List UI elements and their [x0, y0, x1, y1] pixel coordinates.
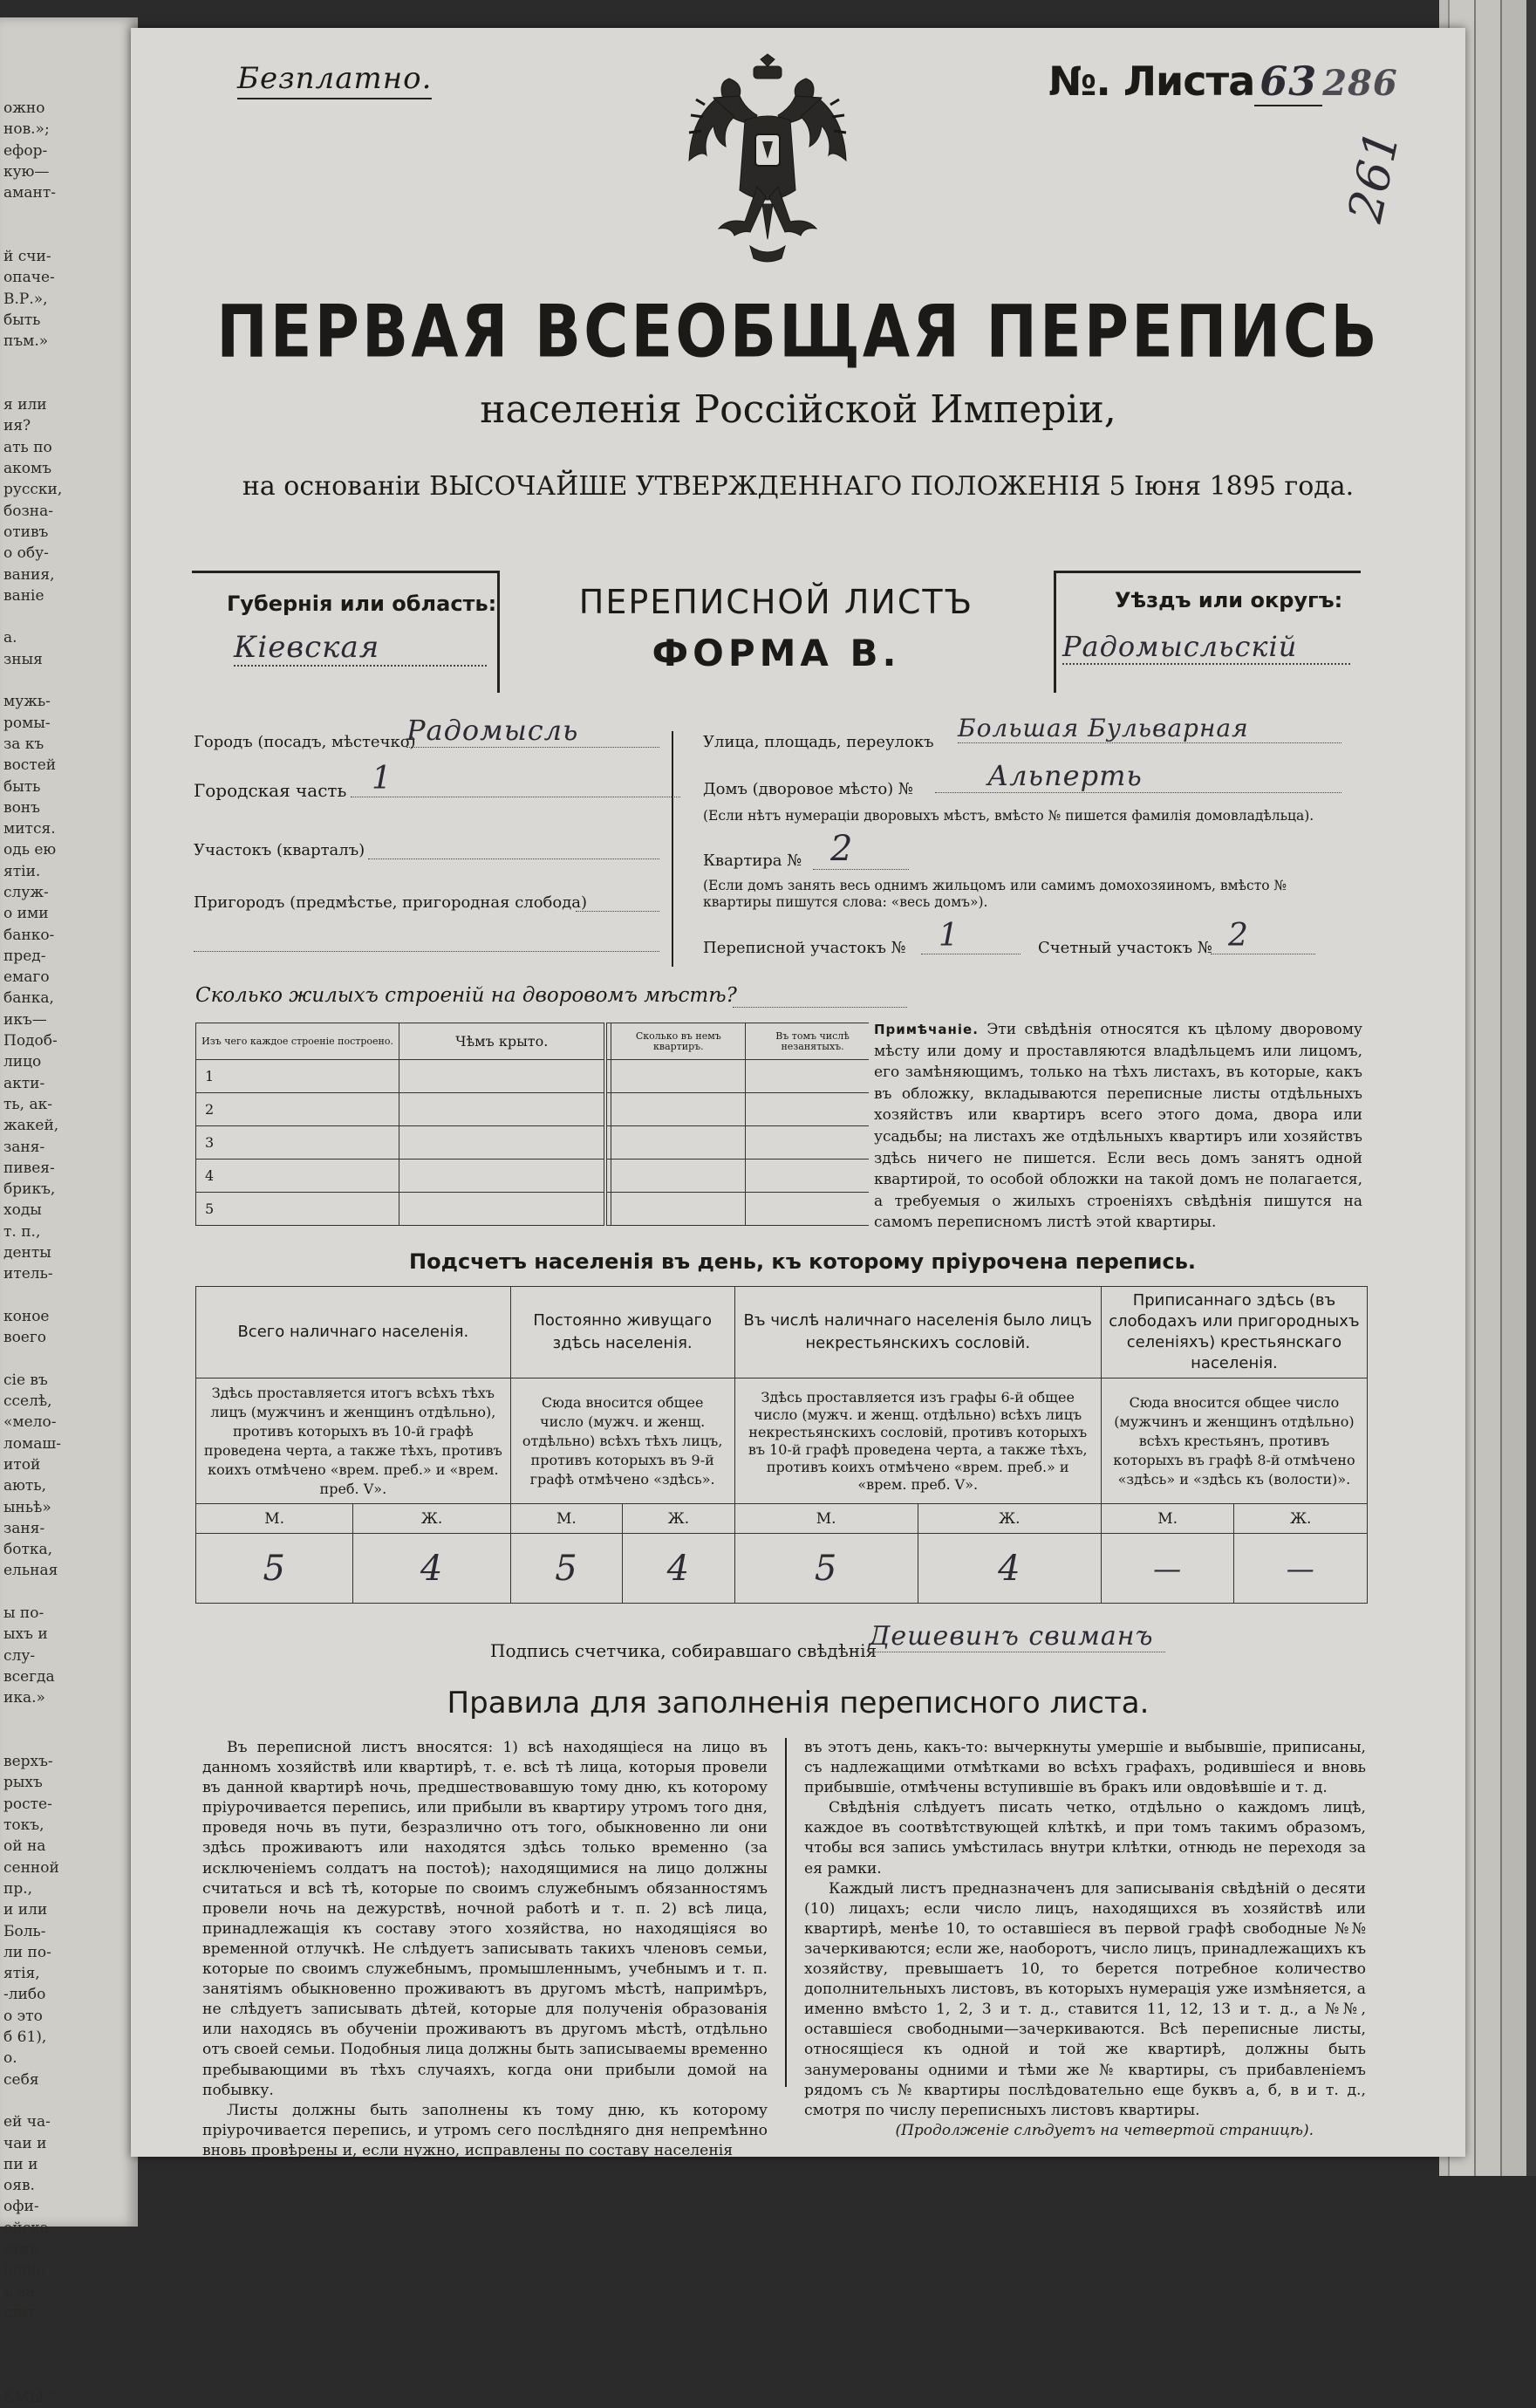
left-page-line: ломаш- — [3, 1434, 61, 1453]
left-page-line: заня- — [3, 1519, 45, 1537]
left-page-line: ожно — [3, 99, 45, 117]
nonpeasant-female-count: 4 — [918, 1534, 1101, 1604]
population-table — [195, 1286, 1368, 1604]
left-page-line: воего — [3, 1329, 47, 1347]
left-page-line: служ- — [3, 883, 49, 901]
census-district-label: Переписной участокъ № — [703, 939, 906, 957]
city-part-label: Городская часть — [194, 780, 347, 801]
total-male-count: 5 — [196, 1534, 353, 1604]
left-page-line: сселѣ, — [3, 1392, 52, 1411]
left-page-line: верхъ- — [3, 1753, 53, 1771]
female-header: Ж. — [1234, 1504, 1368, 1534]
street-label: Улица, площадь, переулокъ — [703, 733, 934, 751]
left-page-line: акти- — [3, 1074, 45, 1092]
legal-basis: на основаніи ВЫСОЧАЙШЕ УТВЕРЖДЕННАГО ПОЛОЖЕНІЯ 5 Іюня 1895 года. — [242, 471, 1355, 502]
free-of-charge-label: Безплатно. — [237, 61, 432, 99]
form-name: ФОРМА В. — [652, 632, 901, 674]
pop-desc-peasant: Сюда вносится общее число (мужчинъ и женщинъ отдѣльно) всѣхъ крестьянъ, противъ которыхъ въ графѣ 8-й отмѣчено «здѣсь» и «здѣсь къ (волости)». — [1101, 1378, 1367, 1504]
left-page-line: сенной — [3, 1858, 59, 1877]
left-page-line: ы по- — [3, 1604, 44, 1623]
count-district-label: Счетный участокъ № — [1038, 939, 1212, 957]
flat-label: Квартира № — [703, 852, 802, 870]
left-page-line: акомъ — [3, 460, 52, 478]
pop-col-total: Всего наличнаго населенія. — [196, 1287, 511, 1378]
divider — [1054, 571, 1361, 573]
left-page-line: мужь- — [3, 693, 51, 711]
street-value: Большая Бульварная — [958, 714, 1341, 743]
left-page-line: -либо — [3, 1986, 46, 2004]
left-page-line: денты — [3, 1244, 51, 1262]
left-page-line: «мело- — [3, 1413, 57, 1432]
suburb-label: Пригородъ (предмѣстье, пригородная слобода) — [194, 893, 588, 912]
left-page-line: одь ею — [3, 841, 57, 859]
gubernia-label: Губернія или область: — [227, 592, 497, 616]
left-page-line: амант- — [3, 184, 56, 202]
left-page-line: ыньѣ» — [3, 1498, 51, 1516]
left-page-line: лицо — [3, 1053, 42, 1071]
peasant-male-count: — — [1101, 1534, 1234, 1604]
left-page-line: кую— — [3, 162, 50, 181]
permanent-female-count: 4 — [623, 1534, 734, 1604]
buildings-row — [196, 1160, 980, 1193]
left-page-line: итель- — [3, 1265, 53, 1283]
left-page-line: коное — [3, 1307, 50, 1325]
left-page-line: о. — [3, 2049, 17, 2068]
buildings-col-roof: Чѣмъ крыто. — [399, 1023, 606, 1060]
pop-desc-nonpeasant: Здѣсь проставляется изъ графы 6-й общее число (мужч. и женщ. отдѣльно) всѣхъ лицъ некрестьянскихъ сословій, противъ которыхъ въ 10-й графѣ проведена черта, а также тѣхъ, противъ коихъ отмѣчено «врем. преб.» и «врем. преб. V». — [734, 1378, 1101, 1504]
left-page-line — [3, 2344, 138, 2365]
pop-col-nonpeasant: Въ числѣ наличнаго населенія было лицъ некрестьянскихъ сословій. — [734, 1287, 1101, 1378]
female-header: Ж. — [623, 1504, 734, 1534]
left-page-line: ей ча- — [3, 2113, 51, 2131]
buildings-answer-field — [733, 995, 907, 1008]
left-page-line: пр., — [3, 1879, 33, 1898]
corner-archive-number: 261 — [1337, 125, 1410, 227]
left-page-line — [3, 225, 138, 246]
buildings-col-material: Изъ чего каждое строеніе построено. — [196, 1023, 399, 1060]
left-page-line: быть — [3, 311, 41, 329]
count-district-value: 2 — [1211, 918, 1315, 954]
house-value: Альперть — [935, 759, 1341, 793]
left-page-line — [3, 1582, 138, 1603]
note-paragraph — [869, 1017, 1368, 1235]
left-page-line: востей — [3, 756, 57, 775]
left-page-line: офи- — [3, 2198, 39, 2216]
rules-paragraph: въ этотъ день, какъ-то: вычеркнуты умершіе и выбывшіе, приписаны, съ надлежащими отмѣтками во всѣхъ графахъ, родившіеся и вновь прибывшіе, отмѣчены вступившіе въ бракъ или овдовѣвшіе и т. д. — [804, 1739, 1366, 1797]
left-page-line: пъм.» — [3, 332, 49, 351]
left-page-line — [3, 1709, 138, 1730]
left-page-line: т. п., — [3, 1222, 41, 1241]
left-page-line: банка, — [3, 989, 54, 1008]
house-note: (Если нѣтъ нумераціи дворовыхъ мѣстъ, вмѣсто № пишется фамилія домовладѣльца). — [703, 808, 1314, 824]
divider — [192, 571, 497, 573]
left-page-line: мится. — [3, 820, 56, 838]
left-page-line: ия? — [3, 417, 31, 435]
row-number: 1 — [196, 1060, 399, 1093]
left-page-line: рыхъ — [3, 1774, 43, 1792]
left-page-line: итой — [3, 1456, 41, 1474]
rules-title: Правила для заполненія переписного листа. — [447, 1686, 1150, 1720]
female-header: Ж. — [353, 1504, 510, 1534]
left-page-line: ходы — [3, 1201, 42, 1220]
left-page-line: й счи- — [3, 248, 51, 266]
left-page-line — [3, 1285, 138, 1306]
left-page-line — [3, 352, 138, 373]
left-page-line — [3, 373, 138, 394]
male-header: М. — [510, 1504, 622, 1534]
left-page-line: и или — [3, 1901, 48, 1919]
flat-note: (Если домъ занять весь однимъ жильцомъ или самимъ домохозяиномъ, вмѣсто № квартиры пишутся слова: «весь домъ»). — [703, 878, 1287, 910]
suburb-field — [576, 895, 659, 912]
row-number: 4 — [196, 1160, 399, 1193]
pop-col-permanent: Постоянно живущаго здѣсь населенія. — [510, 1287, 734, 1378]
census-district-value: 1 — [921, 918, 1021, 954]
left-page-line: заня- — [3, 1138, 45, 1156]
left-page-line: ъ за- — [3, 2282, 40, 2301]
row-number: 3 — [196, 1126, 399, 1160]
pop-desc-permanent: Сюда вносится общее число (мужч. и женщ. отдѣльно) всѣхъ тѣхъ лицъ, противъ которыхъ въ 9-й графѣ отмѣчено «здѣсь». — [510, 1378, 734, 1504]
left-page-line: банко- — [3, 926, 55, 944]
left-page-line — [3, 2090, 138, 2111]
buildings-table — [195, 1023, 980, 1226]
left-page-line: б 61), — [3, 2028, 47, 2047]
male-header: М. — [196, 1504, 353, 1534]
left-page-line: шит. — [3, 2303, 40, 2322]
left-page-line: жакей, — [3, 1117, 59, 1135]
left-page-line: вания, — [3, 565, 55, 584]
left-page-line: отивъ — [3, 523, 49, 541]
left-page-line: слу- — [3, 1646, 36, 1665]
left-page-line: емаго — [3, 968, 50, 987]
left-page-line: ботка, — [3, 1541, 53, 1559]
female-header: Ж. — [918, 1504, 1101, 1534]
left-page-line: о обу- — [3, 544, 49, 563]
left-page-line: ефор- — [3, 141, 48, 160]
left-page-line: Подоб- — [3, 1032, 58, 1050]
note-text: Эти свѣдѣнія относятся къ цѣлому дворовому мѣсту или дому и проставляются владѣльцемъ или лицомъ, его замѣняющимъ, только на тѣхъ листахъ, въ которые, какъ въ обложку, вкладываются переписные листы отдѣльныхъ хозяйствъ или квартиръ всего этого дома, двора или усадьбы; на листахъ же отдѣльныхъ квартиръ или хозяйствъ здѣсь ничего не пишется. Если весь домъ занятъ одной квартирой, то особой обложки на такой домъ не полагается, а требуемыя о жилыхъ строеніяхъ свѣдѣнія пишутся на самомъ переписномъ листѣ этой квартиры. — [874, 1021, 1362, 1232]
left-page-line: опаче- — [3, 269, 55, 287]
pop-col-peasant: Приписаннаго здѣсь (въ слободахъ или пригородныхъ селеніяхъ) крестьянскаго населенія. — [1101, 1287, 1367, 1378]
population-title: Подсчетъ населенія въ день, къ которому пріурочена перепись. — [409, 1249, 1196, 1274]
buildings-question: Сколько жилыхъ строеній на дворовомъ мѣстѣ? — [195, 984, 737, 1007]
form-title: ПЕРЕПИСНОЙ ЛИСТЪ — [578, 583, 974, 621]
rules-right-column — [804, 1738, 1366, 2141]
rules-paragraph: Листы должны быть заполнены къ тому дню, къ которому пріурочивается перепись, и утромъ сего послѣдняго дня непремѣнно вновь провѣрены и, если нужно, исправлены по составу населенія — [202, 2101, 768, 2159]
buildings-col-flats: Сколько въ немъ квартиръ. — [611, 1023, 746, 1060]
left-page-line: себя — [3, 2070, 39, 2089]
city-label: Городъ (посадъ, мѣстечко) — [194, 733, 416, 751]
rules-paragraph: Каждый листъ предназначенъ для записыванія свѣдѣній о десяти (10) лицахъ; если число лицъ, находящихся въ хозяйствѣ или квартирѣ, менѣе 10, то оставшіеся въ первой графѣ свободные №№ зачеркиваются; если же, наоборотъ, число лицъ, принадлежащихъ къ хозяйству, превышаетъ 10, то берется потребное количество дополнительныхъ листовъ, въ которыхъ нумерація уже измѣняется, а именно вмѣсто 1, 2, 3 и т. д., ставится 11, 12, 13 и т. д., а №№, оставшіеся свободными—зачеркиваются. Всѣ переписные листы, относящіеся къ одной и той же квартирѣ, должны быть занумерованы одними и тѣми же № квартиры, съ прибавленіемъ рядомъ съ № квартиры послѣдовательно еще буквъ а, б, в и т. д., смотря по числу переписныхъ листовъ квартиры. — [804, 1879, 1366, 2119]
pop-desc-total: Здѣсь проставляется итогъ всѣхъ тѣхъ лицъ (мужчинъ и женщинъ отдѣльно), противъ которыхъ въ 10-й графѣ проведена черта, а также тѣхъ, противъ коихъ отмѣчено «врем. преб.» и «врем. преб. V». — [196, 1378, 511, 1504]
house-label: Домъ (дворовое мѣсто) № — [703, 780, 913, 798]
page-title: ПЕРВАЯ ВСЕОБЩАЯ ПЕРЕПИСЬ — [216, 290, 1380, 374]
left-page-line: ромы- — [3, 714, 51, 732]
city-part-value: 1 — [351, 761, 680, 797]
left-page-line: я или — [3, 396, 47, 414]
left-page-line: за къ — [3, 735, 44, 753]
peasant-female-count: — — [1234, 1534, 1368, 1604]
left-page-line: ятія, — [3, 1965, 40, 1983]
left-page-line: быть — [3, 777, 41, 796]
left-page-line — [3, 1349, 138, 1370]
left-page-line: а. — [3, 629, 17, 647]
left-page-line — [3, 2366, 138, 2387]
left-page-line: пи и — [3, 2155, 38, 2173]
sheet-number-extra: 286 — [1322, 63, 1398, 104]
left-page-line: ають, — [3, 1477, 46, 1495]
left-page-line: ваніе — [3, 586, 44, 605]
imperial-eagle-emblem — [680, 47, 855, 270]
left-page-line: пред- — [3, 947, 46, 965]
left-page-line: о ими — [3, 905, 49, 923]
left-page-line: ятіи. — [3, 862, 41, 880]
buildings-row — [196, 1126, 980, 1160]
left-page-line: вонъ — [3, 798, 40, 817]
buildings-row — [196, 1193, 980, 1226]
uezd-value: Радомысльскій — [1062, 630, 1350, 665]
rules-paragraph: Свѣдѣнія слѣдуетъ писать четко, отдѣльно о каждомъ лицѣ, каждое въ соотвѣтствующей клѣткѣ, и при томъ такимъ образомъ, чтобы вся запись умѣстилась внутри клѣтки, отнюдь не переходя за ея рамки. — [804, 1799, 1366, 1878]
left-page-line: ать по — [3, 438, 52, 456]
uchastok-label: Участокъ (кварталъ) — [194, 841, 365, 859]
buildings-col-vacant: Въ томъ числѣ незанятыхъ. — [746, 1023, 880, 1060]
sheet-number-value: 63 — [1254, 58, 1322, 106]
uezd-label: Уѣздъ или округъ: — [1115, 588, 1343, 612]
left-page-line: нов.»; — [3, 120, 50, 139]
left-page-line: сіе въ — [3, 1371, 48, 1389]
left-page-line: икъ— — [3, 1010, 47, 1029]
left-page-line: брикъ, — [3, 1180, 56, 1199]
previous-page-strip — [0, 17, 138, 2407]
left-page-line: ельная — [3, 1562, 58, 1580]
left-page-line: БМЫ." — [3, 2389, 56, 2407]
continued-note: (Продолженіе слѣдуетъ на четвертой страницѣ). — [895, 2121, 1314, 2139]
left-page-line: пивея- — [3, 1159, 55, 1177]
left-page-line: ть, ак- — [3, 1095, 52, 1113]
city-value: Радомысль — [406, 714, 659, 748]
rules-left-column — [202, 1738, 768, 2161]
gubernia-value: Кіевская — [234, 630, 487, 667]
left-page-line — [3, 2323, 138, 2344]
uchastok-value — [368, 843, 659, 859]
census-sheet — [131, 28, 1465, 2157]
left-page-line: о это — [3, 2007, 43, 2025]
left-page-line — [3, 606, 138, 627]
left-page-line: росте- — [3, 1795, 52, 1813]
enumerator-signature: Дешевинъ свиманъ — [869, 1621, 1165, 1652]
left-page-line: чаи и — [3, 2134, 47, 2152]
left-page-line: ли по- — [3, 1943, 51, 1961]
page-subtitle: населенія Россійской Имперіи, — [480, 387, 1116, 432]
male-header: М. — [1101, 1504, 1234, 1534]
buildings-row — [196, 1060, 980, 1093]
row-number: 2 — [196, 1093, 399, 1126]
left-page-line: зныя — [3, 650, 43, 668]
left-page-line: бозна- — [3, 502, 53, 520]
column-divider — [785, 1738, 787, 2087]
total-female-count: 4 — [353, 1534, 510, 1604]
left-page-line: ика.» — [3, 1689, 45, 1707]
left-page-line: всегда — [3, 1667, 55, 1686]
row-number: 5 — [196, 1193, 399, 1226]
nonpeasant-male-count: 5 — [734, 1534, 918, 1604]
left-page-line — [3, 1730, 138, 1751]
flat-value: 2 — [813, 829, 909, 870]
signature-label: Подпись счетчика, собиравшаго свѣдѣнія — [490, 1640, 877, 1661]
left-page-line: іеніе, — [3, 2261, 45, 2280]
left-page-line: ойска — [3, 2219, 49, 2237]
note-label: Примѣчаніе. — [874, 1022, 979, 1037]
left-page-line — [3, 670, 138, 691]
sheet-number-label: №. Листа 63 286 — [1048, 58, 1398, 105]
left-page-line: токъ, — [3, 1816, 44, 1835]
male-header: М. — [734, 1504, 918, 1534]
left-page-line: ыхъ и — [3, 1625, 48, 1644]
buildings-row — [196, 1093, 980, 1126]
permanent-male-count: 5 — [510, 1534, 622, 1604]
left-page-line: В.Р.», — [3, 290, 48, 308]
left-page-line: Боль- — [3, 1922, 46, 1940]
left-page-line: ствъ — [3, 2240, 38, 2258]
left-page-line: ой на — [3, 1837, 46, 1856]
left-page-line: русски, — [3, 481, 63, 499]
suburb-field-line2 — [194, 935, 659, 952]
left-page-line: ояв. — [3, 2177, 35, 2195]
left-page-line — [3, 203, 138, 224]
rules-paragraph: Въ переписной листъ вносятся: 1) всѣ находящіеся на лицо въ данномъ хозяйствѣ или квартирѣ, т. е. всѣ тѣ лица, которыя провели въ данной квартирѣ ночь, предшествовавшую тому дню, къ которому пріурочивается перепись, или прибыли въ квартиру утромъ того дня, проведя ночь въ пути, безразлично отъ того, обыкновенно ли они здѣсь проживаютъ или находятся здѣсь только временно (за исключеніемъ солдатъ на постоѣ); находящимися на лицо должны считаться и всѣ тѣ, которые по своимъ служебнымъ обязанностямъ провели ночь на дежурствѣ, ночной работѣ и т. п. 2) всѣ лица, принадлежащія къ составу этого хозяйства, но находящіяся во временной отлучкѣ. Не слѣдуетъ записывать такихъ членовъ семьи, которые по своимъ служебнымъ, промышленнымъ, учебнымъ и т. п. занятіямъ обыкновенно проживаютъ въ другомъ мѣстѣ, напримѣръ, не слѣдуетъ записывать дѣтей, которые для полученія образованія или находясь въ обученіи проживаютъ въ другомъ мѣстѣ, отдѣльно отъ своей семьи. Подобныя лица должны быть записываемы временно пребывающими въ тѣхъ случаяхъ, когда они прибыли домой на побывку. — [202, 1739, 768, 2099]
